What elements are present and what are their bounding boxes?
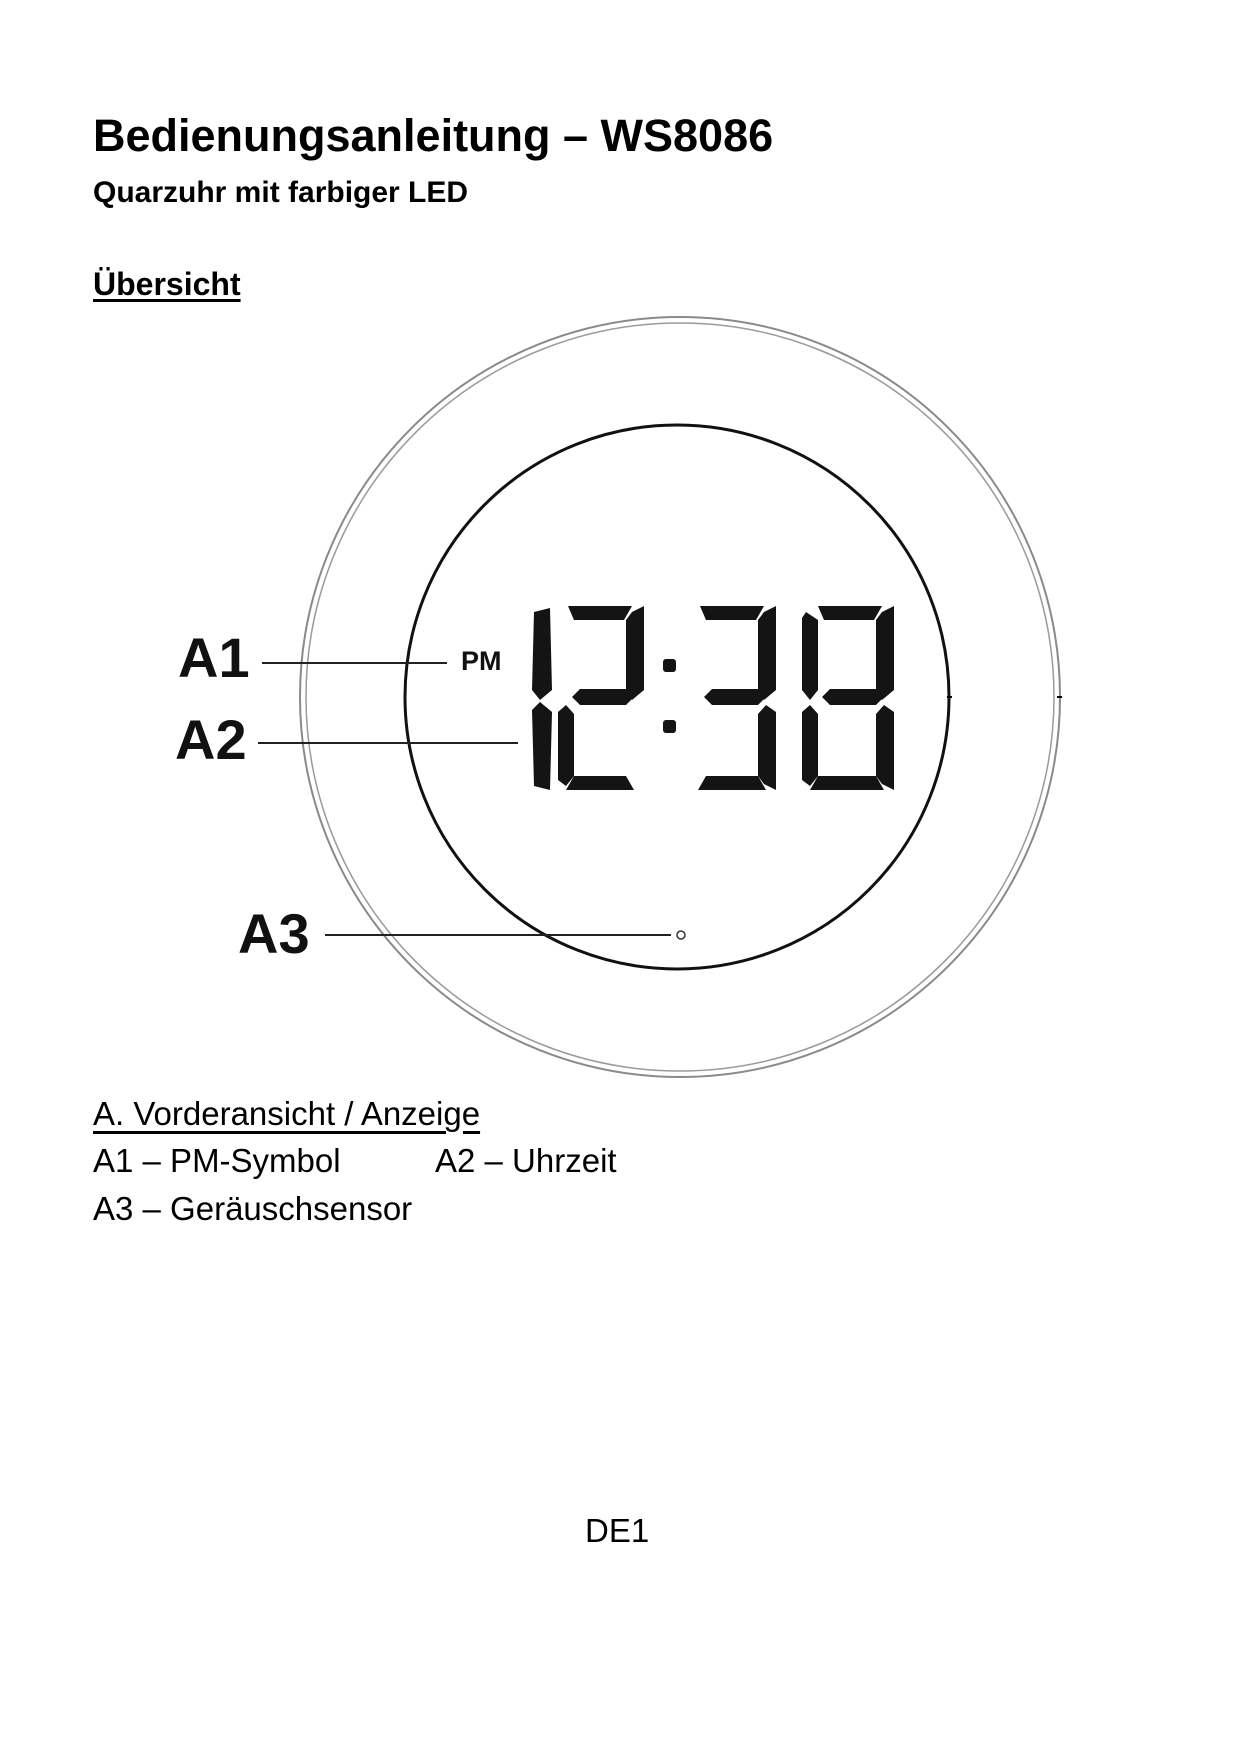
display-circle [405, 425, 949, 969]
callout-a1-label: A1 [178, 626, 250, 689]
page-number: DE1 [585, 1512, 650, 1549]
sound-sensor [677, 931, 685, 939]
digit-3 [698, 606, 776, 790]
callout-a2-label: A2 [175, 708, 247, 771]
colon-bottom [663, 720, 676, 733]
digit-8 [802, 606, 894, 790]
callout-a3-label: A3 [238, 902, 310, 965]
legend-a3: A3 – Geräuschsensor [93, 1190, 413, 1227]
digit-2 [558, 606, 644, 790]
document-title: Bedienungsanleitung – WS8086 [93, 110, 774, 161]
digit-1 [532, 608, 552, 790]
document-subtitle: Quarzuhr mit farbiger LED [93, 176, 469, 209]
time-digits [532, 606, 894, 790]
legend-a2: A2 – Uhrzeit [435, 1142, 617, 1179]
outer-ring-inner-edge [306, 323, 1054, 1071]
section-heading: Übersicht [93, 266, 241, 302]
pm-indicator: PM [461, 646, 502, 676]
colon-top [663, 659, 676, 672]
figure-caption: A. Vorderansicht / Anzeige [93, 1095, 481, 1132]
outer-ring [300, 317, 1060, 1077]
legend-a1: A1 – PM-Symbol [93, 1142, 341, 1179]
